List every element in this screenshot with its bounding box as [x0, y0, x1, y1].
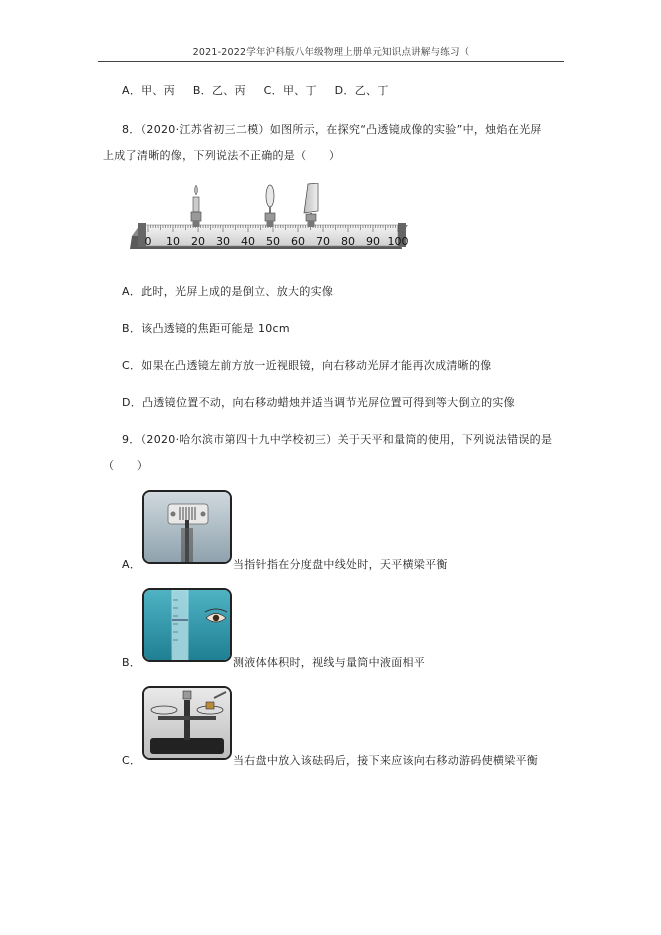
q8-option-c: C．如果在凸透镜左前方放一近视眼镜，向右移动光屏才能再次成清晰的像	[122, 359, 492, 372]
q9-stem-line2: （ ）	[103, 459, 149, 472]
balance-scale-photo	[142, 686, 232, 760]
q9-option-b-text: 测液体体积时，视线与量筒中液面相平	[233, 656, 426, 669]
q8-option-d: D．凸透镜位置不动，向右移动蜡烛并适当调节光屏位置可得到等大倒立的实像	[122, 396, 515, 409]
q9-option-a-text: 当指针指在分度盘中线处时，天平横梁平衡	[233, 558, 448, 571]
ruler-tick-label: 20	[191, 235, 205, 248]
q8-option-a: A．此时，光屏上成的是倒立、放大的实像	[122, 285, 334, 298]
ruler-tick-label: 30	[216, 235, 230, 248]
prev-option-a: A．甲、丙	[122, 84, 176, 97]
q8-stem-line2: 上成了清晰的像，下列说法不正确的是（ ）	[103, 149, 341, 162]
prev-option-b: B．乙、丙	[192, 84, 246, 97]
q9-option-c-text: 当右盘中放入该砝码后，接下来应该向右移动游码使横梁平衡	[233, 754, 539, 767]
light-screen-icon	[304, 183, 318, 227]
header-rule	[98, 61, 564, 62]
ruler-tick-label: 80	[341, 235, 355, 248]
ruler-tick-label: 100	[387, 235, 409, 248]
optical-bench-figure	[122, 183, 412, 257]
candle-icon	[191, 185, 201, 227]
prev-option-c: C．甲、丁	[263, 84, 317, 97]
previous-question-options	[122, 82, 389, 98]
q9-option-b-letter: B．	[122, 656, 142, 669]
convex-lens-icon	[265, 185, 275, 227]
q9-option-c-letter: C．	[122, 754, 142, 767]
q9-option-a-letter: A．	[122, 558, 142, 571]
ruler-tick-label: 60	[291, 235, 305, 248]
ruler-tick-label: 40	[241, 235, 255, 248]
ruler-tick-label: 70	[316, 235, 330, 248]
balance-pointer-photo	[142, 490, 232, 564]
q8-stem-line1: 8．（2020·江苏省初三二模）如图所示，在探究“凸透镜成像的实验”中，烛焰在光屏	[122, 123, 542, 136]
q8-option-b: B．该凸透镜的焦距可能是 10cm	[122, 322, 290, 335]
ruler-tick-label: 90	[366, 235, 380, 248]
ruler-tick-label: 50	[266, 235, 280, 248]
graduated-cylinder-photo	[142, 588, 232, 662]
prev-option-d: D．乙、丁	[334, 84, 389, 97]
ruler-tick-label: 0	[144, 235, 152, 248]
page-header: 2021-2022学年沪科版八年级物理上册单元知识点讲解与练习（	[192, 47, 470, 58]
q9-stem-line1: 9．（2020·哈尔滨市第四十九中学校初三）关于天平和量筒的使用，下列说法错误的是	[122, 433, 553, 446]
ruler-tick-label: 10	[166, 235, 180, 248]
